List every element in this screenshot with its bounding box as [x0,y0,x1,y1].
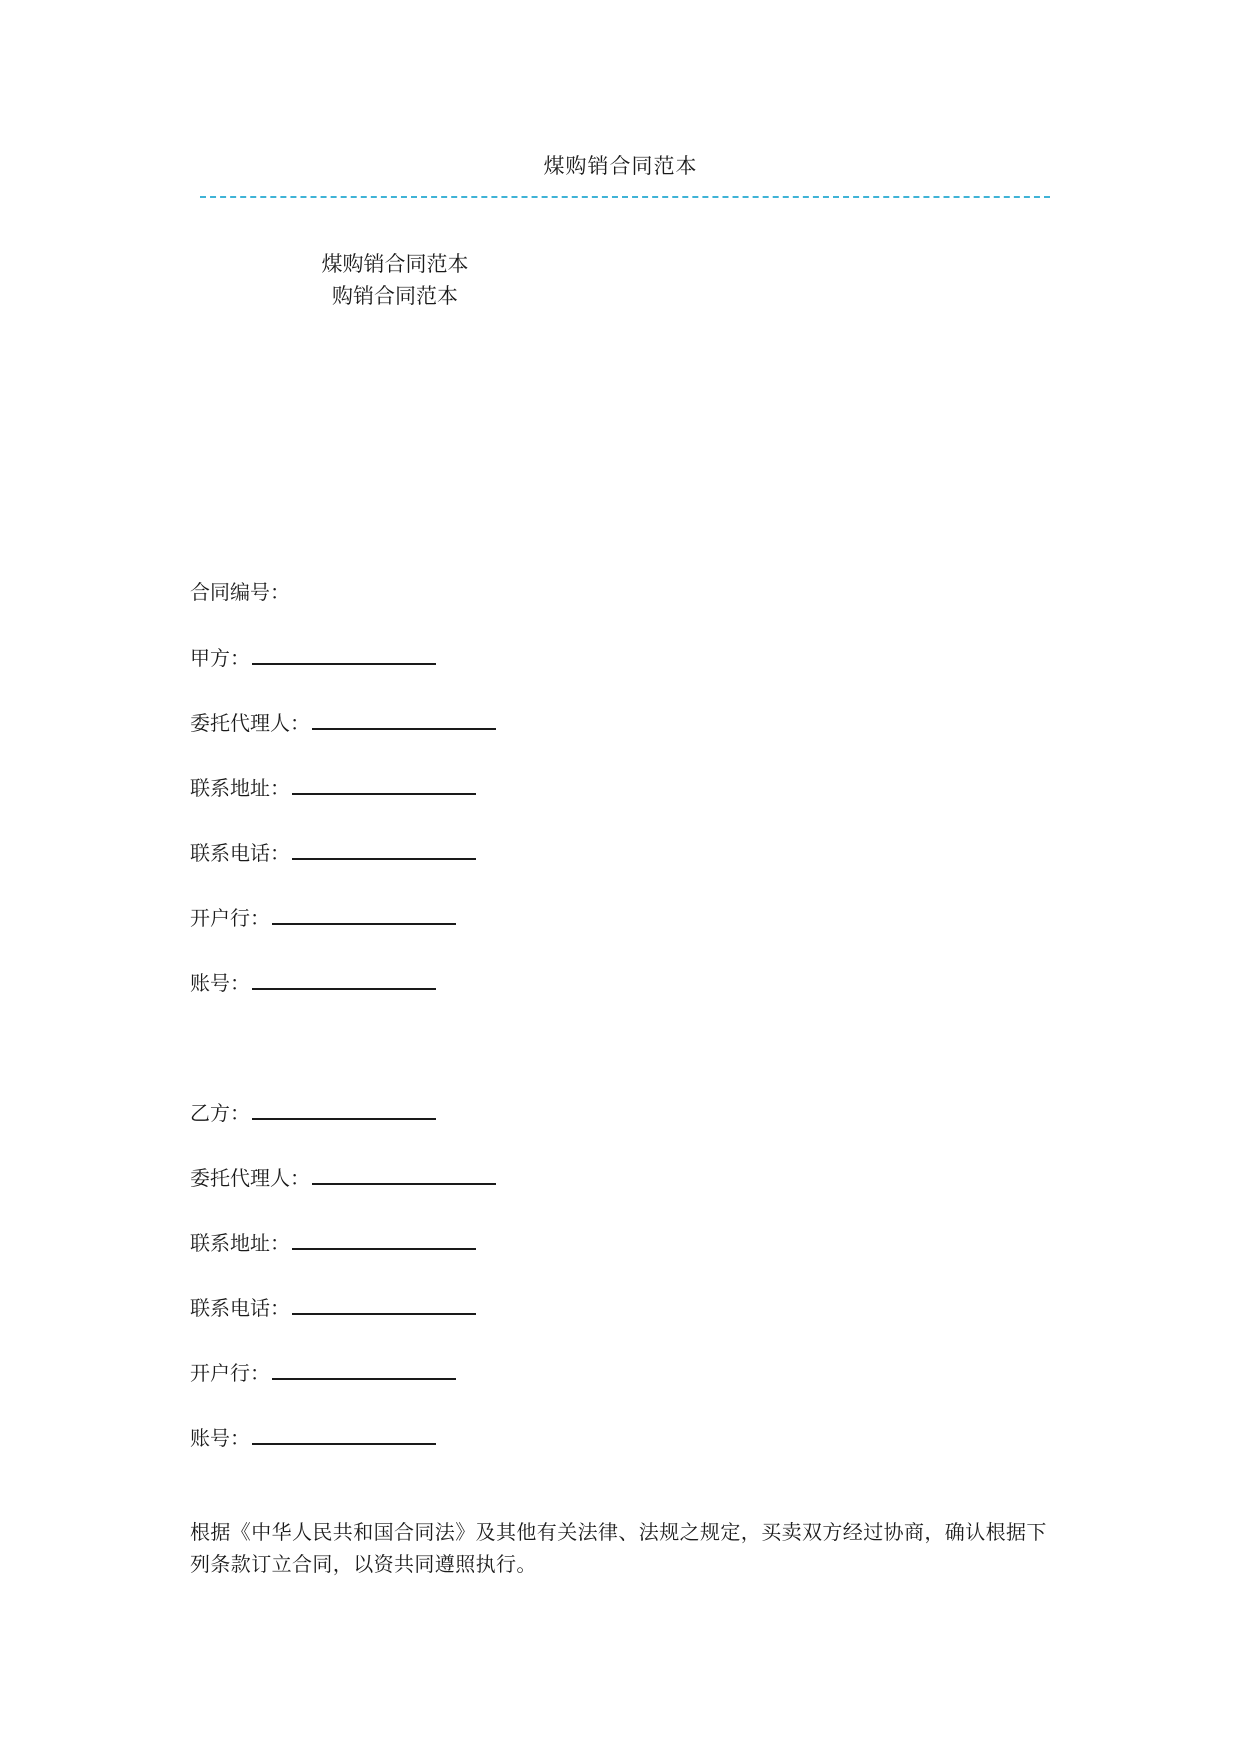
party-a-account-label: 账号： [190,971,250,995]
document-header-title: 煤购销合同范本 [543,154,698,178]
party-b-name-field [190,1098,436,1127]
party-b-bank-field [190,1358,456,1387]
party-a-account-field [190,968,436,997]
party-a-phone-label: 联系电话： [190,841,290,865]
contract-number-field [190,578,290,606]
party-b-bank-blank [272,1358,456,1380]
party-b-phone-blank [292,1293,476,1315]
header-divider [200,196,1050,198]
party-a-bank-label: 开户行： [190,906,270,930]
party-a-phone-blank [292,838,476,860]
party-b-address-blank [292,1228,476,1250]
party-b-agent-blank [312,1163,496,1185]
party-a-address-label: 联系地址： [190,776,290,800]
party-a-bank-field [190,903,456,932]
party-b-account-label: 账号： [190,1426,250,1450]
party-b-agent-label: 委托代理人： [190,1166,310,1190]
subtitle-block [290,248,500,312]
party-b-phone-field [190,1293,476,1322]
party-a-name-blank [252,643,436,665]
party-b-agent-field [190,1163,496,1192]
party-a-agent-label: 委托代理人： [190,711,310,735]
party-a-phone-field [190,838,476,867]
party-a-agent-field [190,708,496,737]
intro-paragraph: 根据《中华人民共和国合同法》及其他有关法律、法规之规定，买卖双方经过协商，确认根据下列条款订立合同，以资共同遵照执行。 [190,1520,1047,1576]
subtitle-line-1: 煤购销合同范本 [321,252,469,276]
contract-number-label: 合同编号： [190,580,290,604]
party-a-address-blank [292,773,476,795]
party-a-address-field [190,773,476,802]
party-a-agent-blank [312,708,496,730]
party-b-name-label: 乙方： [190,1101,250,1125]
party-b-name-blank [252,1098,436,1120]
party-a-name-label: 甲方： [190,646,250,670]
party-a-bank-blank [272,903,456,925]
party-a-account-blank [252,968,436,990]
party-b-address-label: 联系地址： [190,1231,290,1255]
party-b-account-blank [252,1423,436,1445]
party-b-account-field [190,1423,436,1452]
party-b-phone-label: 联系电话： [190,1296,290,1320]
party-b-address-field [190,1228,476,1257]
subtitle-line-2: 购销合同范本 [332,284,458,308]
party-a-name-field [190,643,436,672]
party-b-bank-label: 开户行： [190,1361,270,1385]
